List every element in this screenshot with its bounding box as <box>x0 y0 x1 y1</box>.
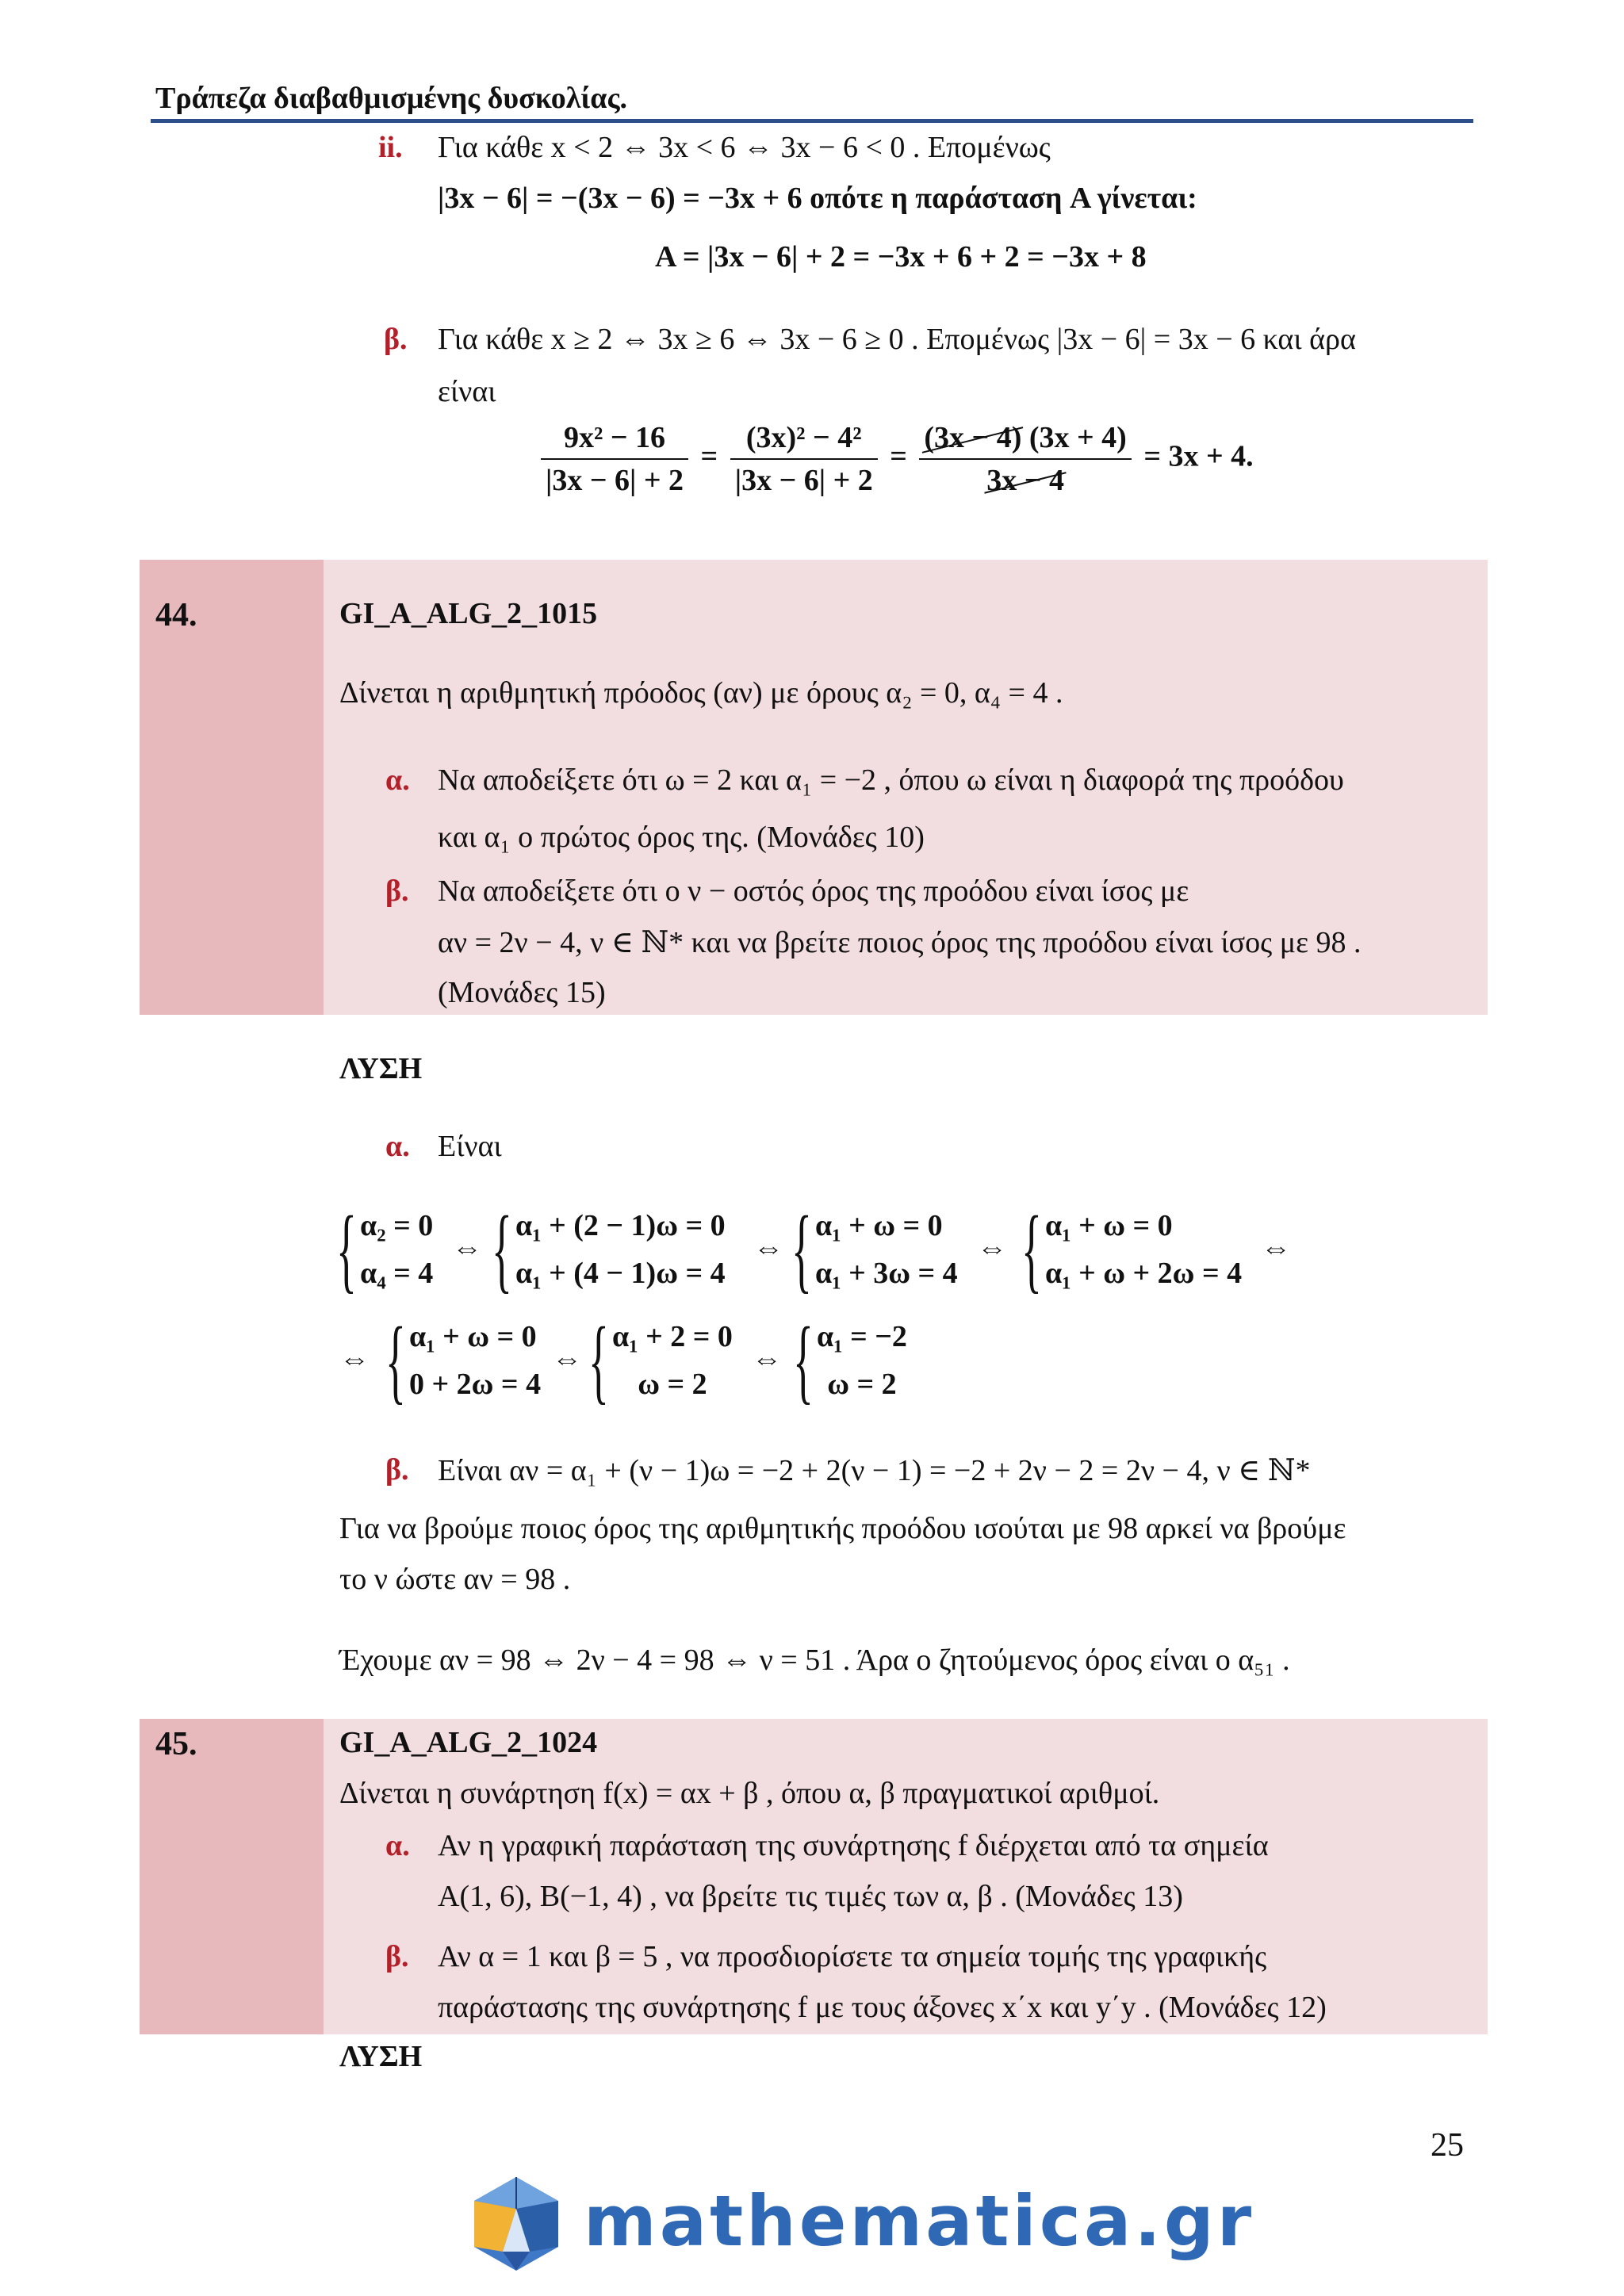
system-1: α₂ = 0 α₄ = 4 <box>360 1209 434 1290</box>
equation-systems-row-1: { α₂ = 0 α₄ = 4 ⇔ { α₁ + (2 − 1)ω = 0 α₁ + (4 − 1)ω = 4 ⇔ { α₁ + ω = 0 α₁ + 3ω = 4 ⇔ { α₁ + ω = 0 α₁ + ω + 2ω = 4 ⇔ <box>336 1196 1291 1302</box>
part-b-line-1: Αν α = 1 και β = 5 , να προσδιορίσετε τα σημεία τομής της γραφικής <box>438 1940 1267 1973</box>
logo-wordmark: mathematica.gr <box>584 2180 1255 2262</box>
b-line-2: είναι <box>438 375 496 408</box>
fraction-chain: $\frac{\text{9x² − 16}}{|3x - 6| + 2}$ = $\frac{\text{(3x)² − 4²}}{|3x - 6| + 2}$ = $\frac{(3x - 4) (3x + 4)}{3x - 4}$ = 3x + 4. <box>536 420 1254 498</box>
system-2: α₁ + (2 − 1)ω = 0 α₁ + (4 − 1)ω = 4 <box>515 1209 726 1290</box>
part-b-line-3: (Μονάδες 15) <box>438 976 606 1009</box>
page-number: 25 <box>1431 2127 1464 2164</box>
exercise-number: 45. <box>155 1726 197 1762</box>
b-line-1: Για κάθε x ≥ 2 ⇔ 3x ≥ 6 ⇔ 3x − 6 ≥ 0 . Επομένως |3x − 6| = 3x − 6 και άρα <box>438 323 1356 356</box>
part-marker-b: β. <box>385 874 409 908</box>
cancelled-factor: 3x − 4 <box>986 464 1064 497</box>
item-marker-b: β. <box>384 323 408 356</box>
part-a-line-2: και α₁ ο πρώτος όρος της. (Μονάδες 10) <box>438 821 925 854</box>
solution-paragraph-2: Έχουμε αν = 98 ⇔ 2ν − 4 = 98 ⇔ ν = 51 . Άρα ο ζητούμενος όρος είναι ο α₅₁ . <box>339 1644 1290 1677</box>
solution-marker-a: α. <box>385 1130 410 1163</box>
part-marker-a: α. <box>385 1829 410 1862</box>
ii-line-1: Για κάθε x < 2 ⇔ 3x < 6 ⇔ 3x − 6 < 0 . Επομένως <box>438 131 1051 164</box>
solution-b-text: Είναι αν = α₁ + (ν − 1)ω = −2 + 2(ν − 1) = −2 + 2ν − 2 = 2ν − 4, ν ∈ ℕ* <box>438 1454 1311 1487</box>
system-3: α₁ + ω = 0 α₁ + 3ω = 4 <box>815 1209 958 1290</box>
item-marker-ii: ii. <box>378 131 403 164</box>
solution-heading: ΛΥΣΗ <box>339 2040 423 2073</box>
exercise-code: GI_A_ALG_2_1024 <box>339 1726 598 1759</box>
system-7: α₁ = −2 ω = 2 <box>817 1320 907 1401</box>
header-rule <box>151 119 1473 123</box>
dodecahedron-icon <box>465 2172 568 2275</box>
running-header: Τράπεζα διαβαθμισμένης δυσκολίας. <box>155 82 627 115</box>
exercise-number: 44. <box>155 597 197 633</box>
solution-a-text: Είναι <box>438 1130 502 1163</box>
system-4: α₁ + ω = 0 α₁ + ω + 2ω = 4 <box>1045 1209 1243 1290</box>
exercise-body-cell <box>324 1719 1488 2034</box>
exercise-intro: Δίνεται η αριθμητική πρόοδος (αν) με όρους α₂ = 0, α₄ = 4 . <box>339 676 1063 710</box>
exercise-code: GI_A_ALG_2_1015 <box>339 597 598 630</box>
part-marker-b: β. <box>385 1940 409 1973</box>
part-a-line-1: Να αποδείξετε ότι ω = 2 και α₁ = −2 , όπου ω είναι η διαφορά της προόδου <box>438 763 1344 797</box>
solution-paragraph-1-line-1: Για να βρούμε ποιος όρος της αριθμητικής προόδου ισούται με 98 αρκεί να βρούμε <box>339 1512 1346 1545</box>
cancelled-factor: (3x − 4) <box>924 421 1022 454</box>
part-a-line-2: A(1, 6), B(−1, 4) , να βρείτε τις τιμές των α, β . (Μονάδες 13) <box>438 1880 1183 1913</box>
fraction-1: $\frac{\text{9x² − 16}}{|3x - 6| + 2}$ <box>541 420 688 498</box>
exercise-number-cell <box>140 1719 324 2034</box>
part-b-line-2: αν = 2ν − 4, ν ∈ ℕ* και να βρείτε ποιος όρος της προόδου είναι ίσος με 98 . <box>438 926 1362 959</box>
part-b-line-1: Να αποδείξετε ότι ο ν − οστός όρος της προόδου είναι ίσος με <box>438 874 1189 908</box>
part-b-line-2: παράστασης της συνάρτησης f με τους άξονες x΄x και y΄y . (Μονάδες 12) <box>438 1991 1327 2024</box>
system-6: α₁ + 2 = 0 ω = 2 <box>612 1320 733 1401</box>
part-marker-a: α. <box>385 763 410 797</box>
solution-heading: ΛΥΣΗ <box>339 1052 423 1085</box>
solution-paragraph-1-line-2: το ν ώστε αν = 98 . <box>339 1563 571 1596</box>
solution-marker-b: β. <box>385 1453 409 1487</box>
ii-line-2: |3x − 6| = −(3x − 6) = −3x + 6 οπότε η παράσταση A γίνεται: <box>438 182 1197 215</box>
fraction-2: $\frac{\text{(3x)² − 4²}}{|3x - 6| + 2}$ <box>730 420 878 498</box>
system-5: α₁ + ω = 0 0 + 2ω = 4 <box>409 1320 542 1401</box>
part-a-line-1: Αν η γραφική παράσταση της συνάρτησης f διέρχεται από τα σημεία <box>438 1829 1269 1862</box>
exercise-intro: Δίνεται η συνάρτηση f(x) = αx + β , όπου α, β πραγματικοί αριθμοί. <box>339 1777 1160 1810</box>
equation-systems-row-2: ⇔ { α₁ + ω = 0 0 + 2ω = 4 ⇔ { α₁ + 2 = 0 ω = 2 ⇔ { α₁ = −2 ω = 2 <box>339 1307 907 1413</box>
fraction-3: $\frac{(3x - 4) (3x + 4)}{3x - 4}$ <box>919 420 1131 498</box>
site-logo <box>465 2172 1255 2275</box>
ii-line-3: A = |3x − 6| + 2 = −3x + 6 + 2 = −3x + 8 <box>655 240 1147 274</box>
